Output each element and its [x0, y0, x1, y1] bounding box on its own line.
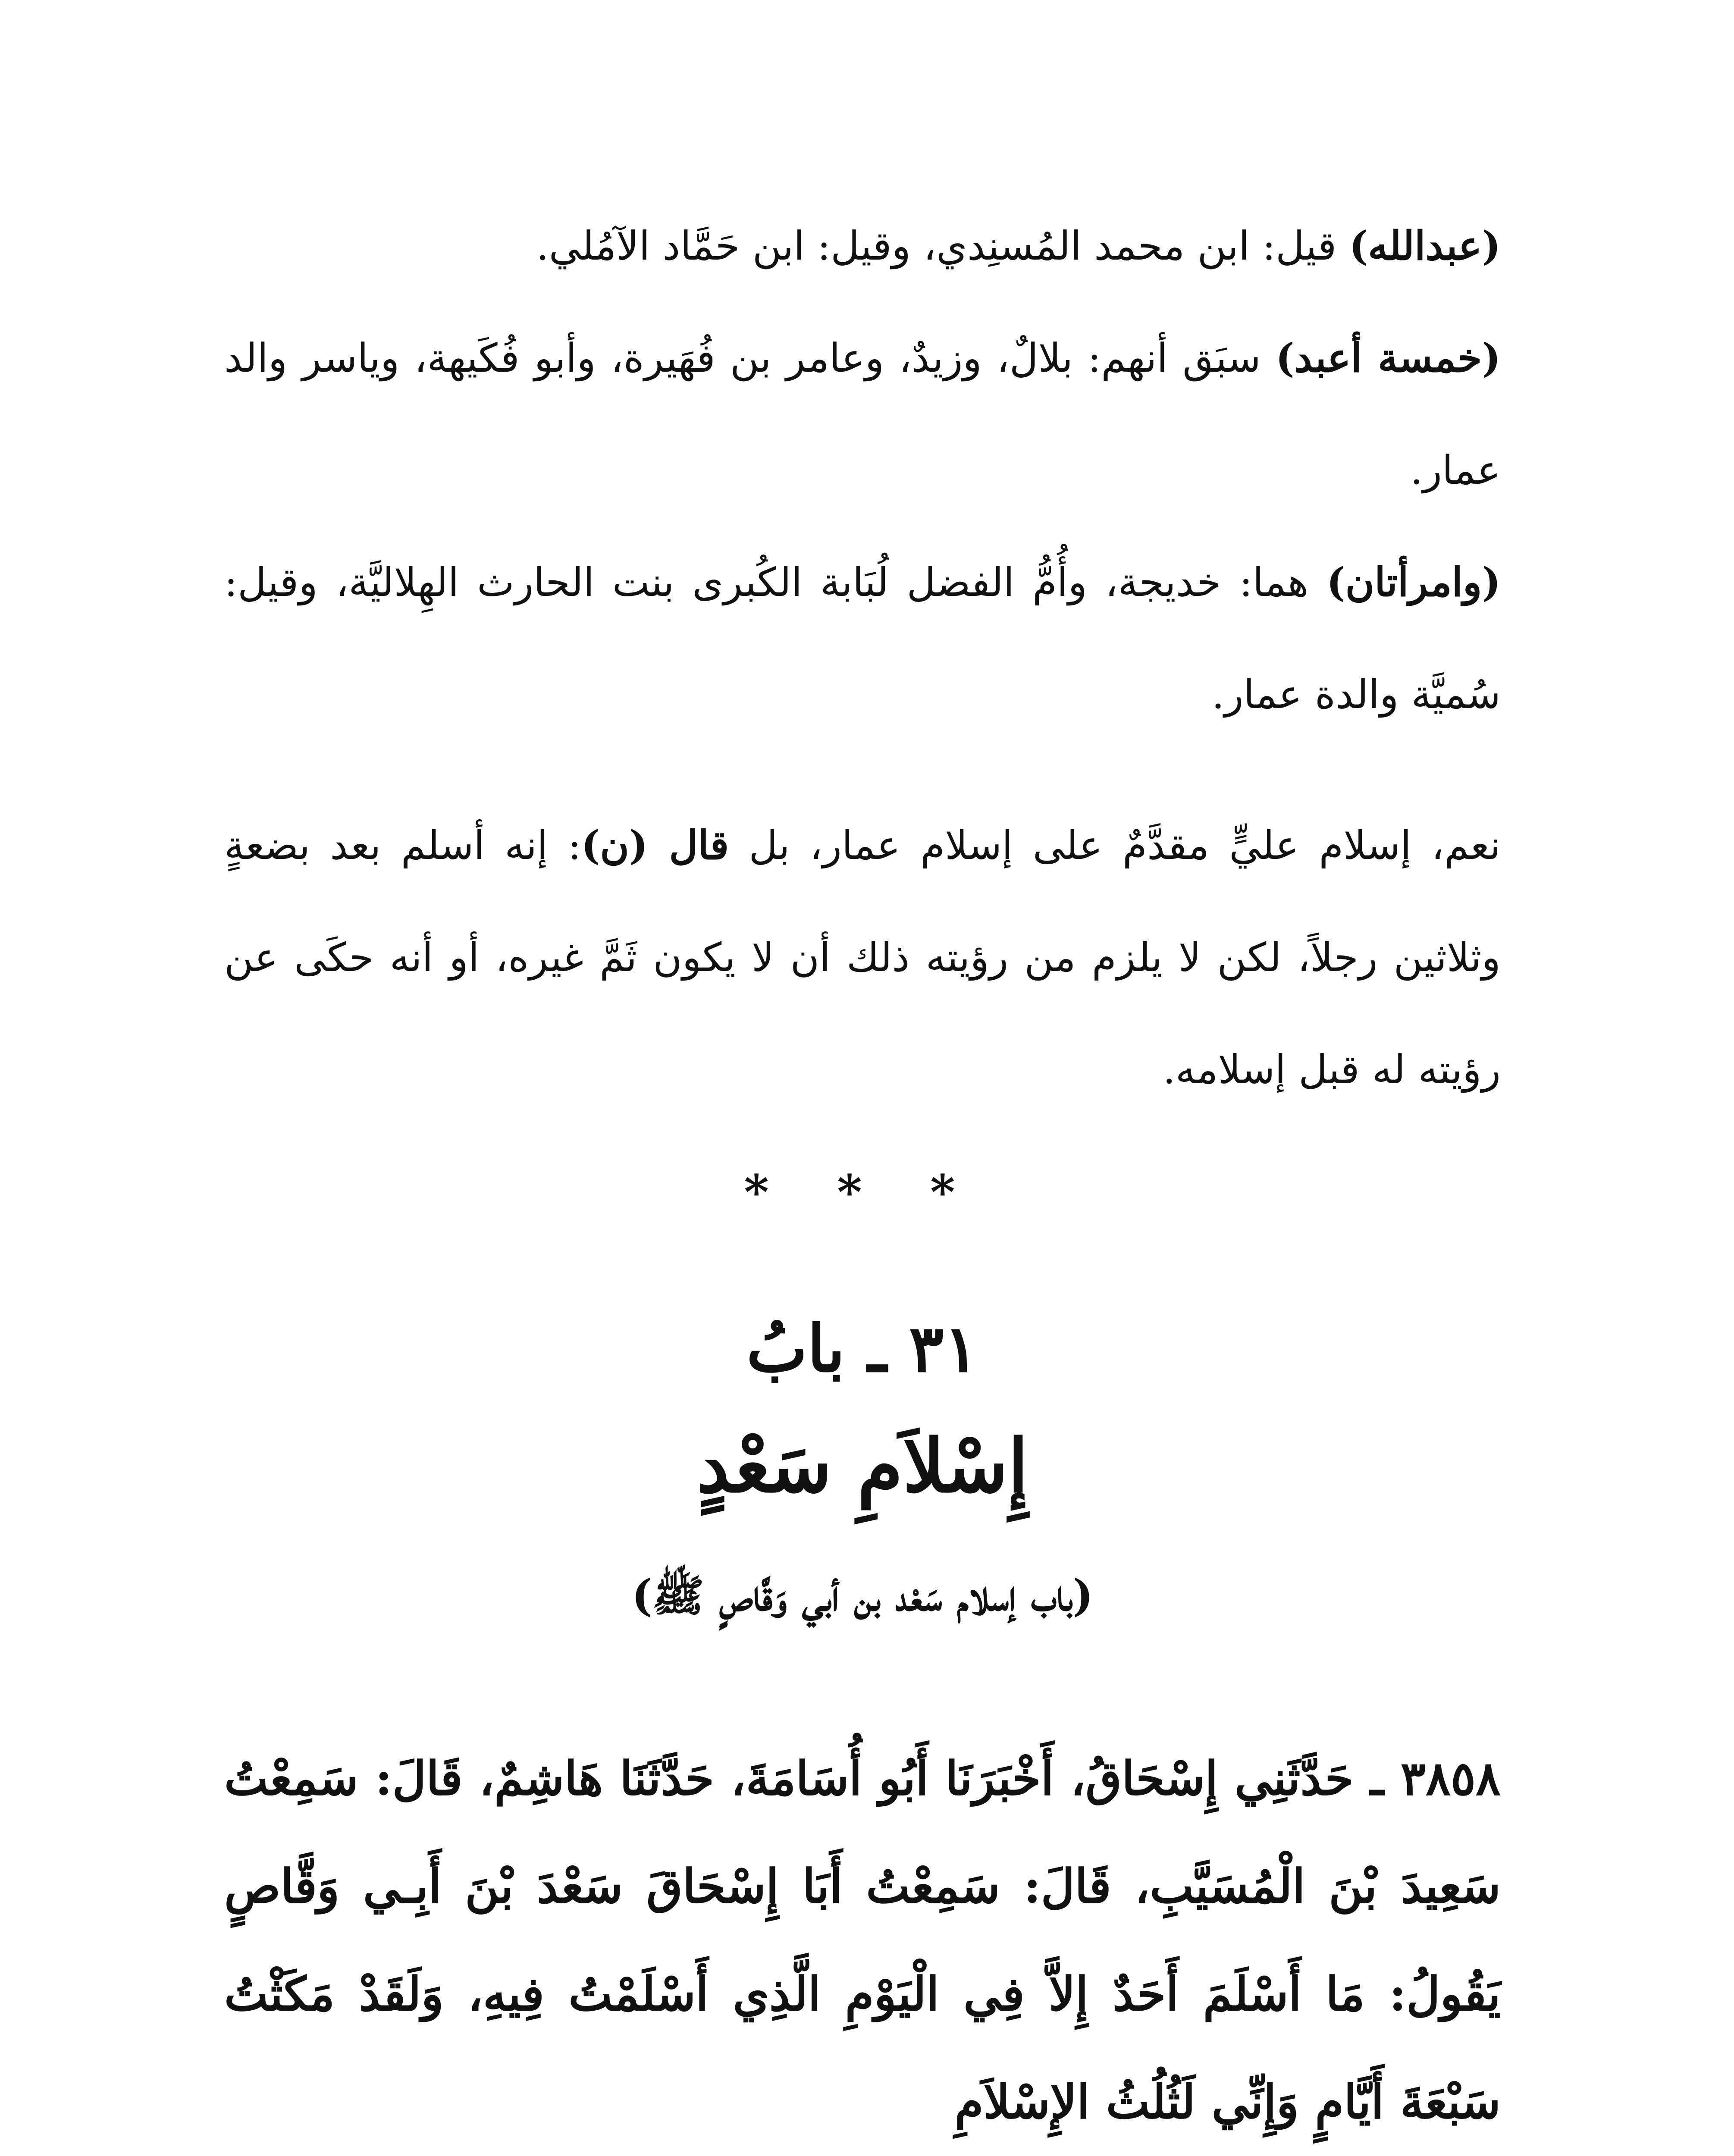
commentary-term: قال (ن) [581, 822, 729, 868]
commentary-paragraph-3 [224, 526, 1501, 751]
chapter-title: إِسْلاَمِ سَعْدٍ [696, 1423, 1028, 1509]
commentary-term: (عبدالله) [1349, 222, 1501, 269]
commentary-text: قيل: ابن محمد المُسنِدي، وقيل: ابن حَمَّاد الآمُلي. [536, 223, 1349, 269]
section-separator: * * * [744, 1164, 981, 1220]
commentary-paragraph-1 [224, 190, 1501, 302]
commentary-term: (خمسة أعبد) [1276, 335, 1501, 381]
commentary-term: (وامرأتان) [1326, 559, 1501, 605]
commentary-text: سبَق أنهم: بلالٌ، وزيدٌ، وعامر بن فُهَيرة، وأبو فُكَيهة، وياسر والد عمار. [224, 335, 1501, 493]
commentary-text: هما: خديجة، وأُمُّ الفضل لُبَابة الكُبرى بنت الحارث الهِلاليَّة، وقيل: سُميَّة والدة عمار. [224, 559, 1501, 718]
chapter-number: ٣١ ـ بابُ [746, 1311, 979, 1387]
commentary-text: : إنه أسلم بعد بضعةٍ وثلاثين رجلاً، لكن لا يلزم من رؤيته ذلك أن لا يكون ثَمَّ غيره، أو أنه حكَى عن رؤيته له قبل إسلامه. [224, 822, 1501, 1093]
commentary-text: نعم، إسلام عليٍّ مقدَّمٌ على إسلام عمار، بل [729, 822, 1501, 868]
commentary-paragraph-4 [224, 789, 1501, 1126]
commentary-paragraph-2 [224, 302, 1501, 526]
chapter-subtitle: (باب إسلام سَعْد بن أبي وَقَّاصٍ ﷺ) [631, 1570, 1094, 1621]
hadith-text: ٣٨٥٨ ـ حَدَّثَنِي إِسْحَاقُ، أَخْبَرَنَا أَبُو أُسَامَةَ، حَدَّثَنَا هَاشِمٌ، قَالَ: سَمِعْتُ سَعِيدَ بْنَ الْمُسَيَّبِ، قَالَ: سَمِعْتُ أَبَا إِسْحَاقَ سَعْدَ بْنَ أَبِـي وَقَّاصٍ يَقُولُ: مَا أَسْلَمَ أَحَدٌ إِلاَّ فِي الْيَوْمِ الَّذِي أَسْلَمْتُ فِيهِ، وَلَقَدْ مَكَثْتُ سَبْعَةَ أَيَّامٍ وَإِنِّي لَثُلُثُ الإِسْلاَمِ [224, 1752, 1501, 2129]
